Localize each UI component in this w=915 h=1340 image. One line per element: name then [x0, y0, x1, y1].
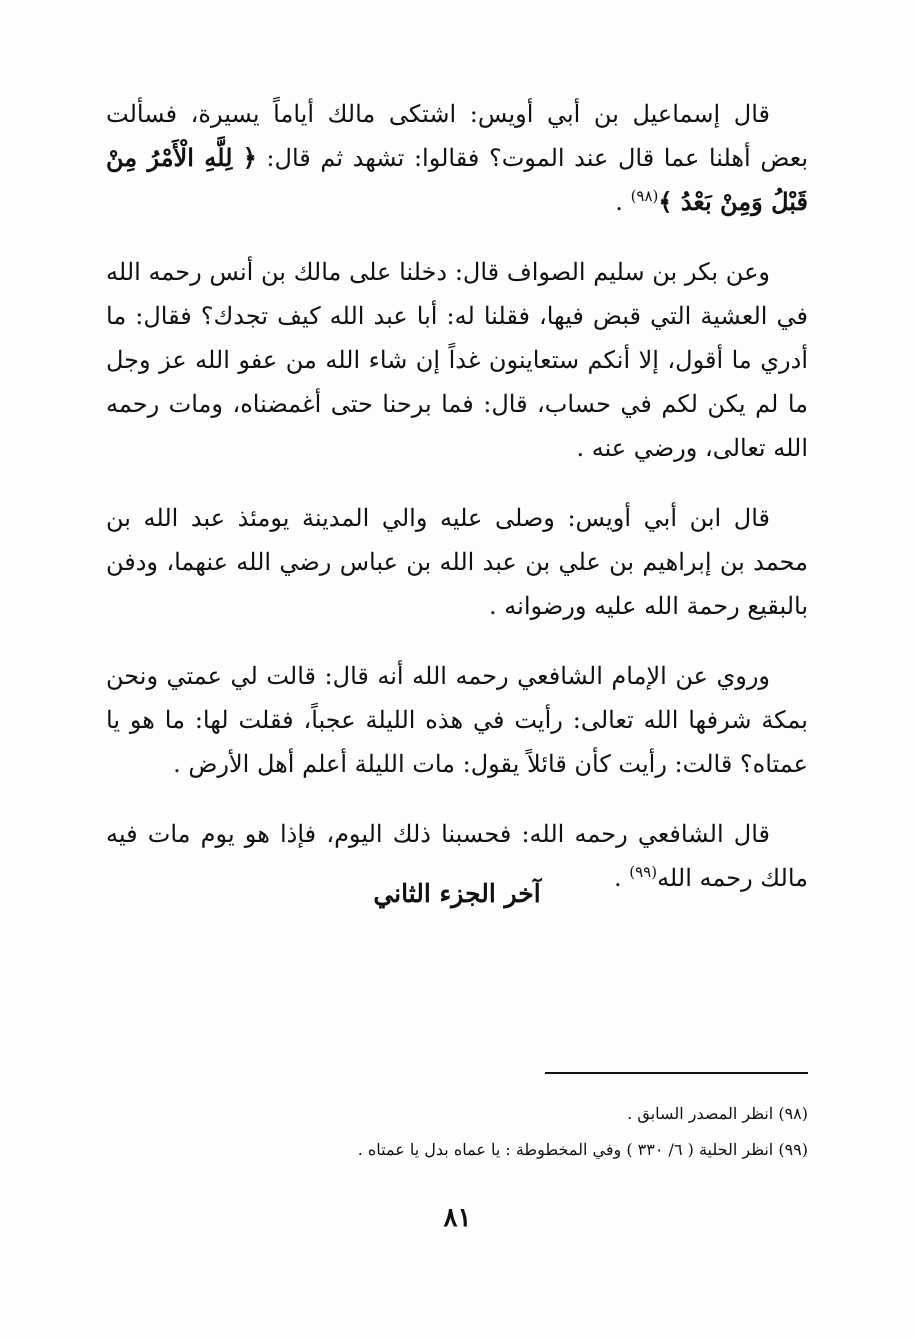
main-text — [106, 92, 808, 926]
footnote-99: (٩٩) انظر الحلية ( ٦/ ٣٣٠ ) وفي المخطوطة : يا عماه بدل يا عمتاه . — [357, 1140, 808, 1159]
section-end-heading: آخر الجزء الثاني — [373, 879, 541, 908]
paragraph-4: وروي عن الإمام الشافعي رحمه الله أنه قال: قالت لي عمتي ونحن بمكة شرفها الله تعالى: رأيت في هذه الليلة عجباً، فقلت لها: ما هو يا عمتاه؟ قالت: رأيت كأن قائلاً يقول: مات الليلة أعلم أهل الأرض . — [106, 662, 808, 778]
paragraph-3: قال ابن أبي أويس: وصلى عليه والي المدينة يومئذ عبد الله بن محمد بن إبراهيم بن علي بن عبد الله بن عباس رضي الله عنهما، ودفن بالبقيع رحمة الله عليه ورضوانه . — [106, 504, 808, 620]
paragraph-2: وعن بكر بن سليم الصواف قال: دخلنا على مالك بن أنس رحمه الله في العشية التي قبض فيها، فقلنا له: أبا عبد الله كيف تجدك؟ فقال: ما أدري ما أقول، إلا أنكم ستعاينون غداً إن شاء الله من عفو الله عز وجل ما لم يكن لكم في حساب، قال: فما برحنا حتى أغمضناه، ومات رحمه الله تعالى، ورضي عنه . — [106, 258, 808, 462]
paragraph-5-end: . — [613, 864, 630, 892]
page-number: ٨١ — [443, 1203, 472, 1233]
paragraph-5-text: قال الشافعي رحمه الله: فحسبنا ذلك اليوم، فإذا هو يوم مات فيه مالك رحمه الله — [106, 820, 808, 892]
footnote-ref-99[interactable]: (٩٩) — [629, 863, 658, 881]
footnote-ref-98[interactable]: (٩٨) — [630, 187, 659, 205]
quran-verse: ﴿ لِلَّهِ الْأَمْرُ مِنْ قَبْلُ وَمِنْ بَعْدُ ﴾ — [106, 143, 808, 216]
footnotes — [106, 1096, 808, 1168]
paragraph-1-end: . — [615, 188, 631, 216]
footnote-divider — [545, 1072, 808, 1074]
footnote-98: (٩٨) انظر المصدر السابق . — [627, 1104, 808, 1123]
paragraph-1-text: قال إسماعيل بن أبي أويس: اشتكى مالك أياماً يسيرة، فسألت بعض أهلنا عما قال عند الموت؟ فقالوا: تشهد ثم قال: — [106, 100, 808, 172]
paragraph-1 — [106, 92, 808, 224]
